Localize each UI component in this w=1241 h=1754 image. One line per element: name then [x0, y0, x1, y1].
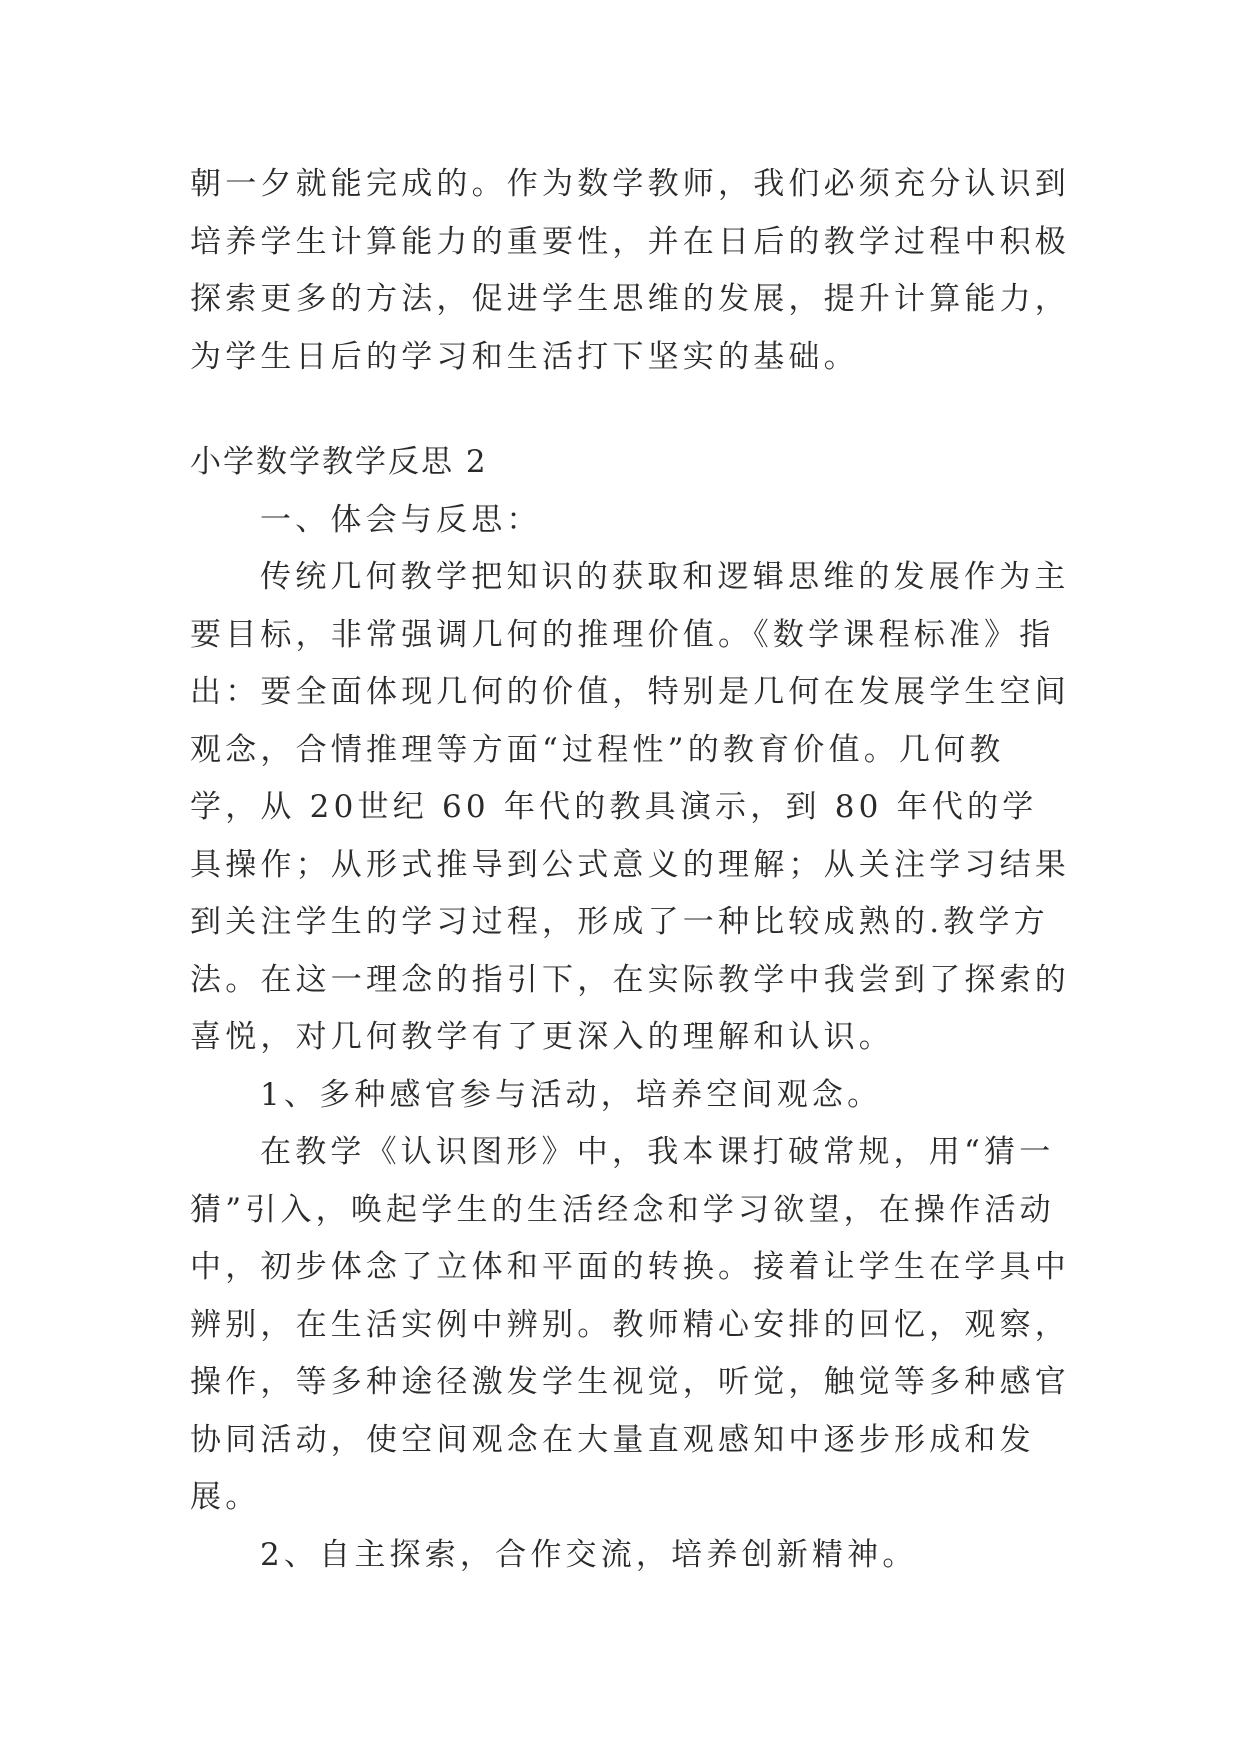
- point-1-heading: 1、多种感官参与活动，培养空间观念。: [260, 1076, 883, 1113]
- part-heading: 一、体会与反思：: [260, 501, 542, 538]
- point-2-heading: 2、自主探索，合作交流，培养创新精神。: [260, 1536, 918, 1573]
- section-title: 小学数学教学反思 2: [190, 444, 488, 480]
- intro-paragraph: 朝一夕就能完成的。作为数学教师，我们必须充分认识到培养学生计算能力的重要性，并在日后的教学过程中积极探索更多的方法，促进学生思维的发展，提升计算能力，为学生日后的学习和生活打下坚实的基础。: [190, 166, 1070, 375]
- body-paragraph-2: 在教学《认识图形》中，我本课打破常规，用“猜一猜”引入，唤起学生的生活经念和学习欲望，在操作活动中，初步体念了立体和平面的转换。接着让学生在学具中辨别，在生活实例中辨别。教师精心安排的回忆，观察，操作，等多种途径激发学生视觉，听觉，触觉等多种感官协同活动，使空间观念在大量直观感知中逐步形成和发展。: [190, 1134, 1070, 1515]
- document-body: [190, 156, 1070, 1584]
- body-paragraph-1: 传统几何教学把知识的获取和逻辑思维的发展作为主要目标，非常强调几何的推理价值。《数学课程标准》指出：要全面体现几何的价值，特别是几何在发展学生空间观念，合情推理等方面“过程性”的教育价值。几何教学，从 20世纪 60 年代的教具演示，到 80 年代的学具操作；从形式推导到公式意义的理解；从关注学习结果到关注学生的学习过程，形成了一种比较成熟的.教学方法。在这一理念的指引下，在实际教学中我尝到了探索的喜悦，对几何教学有了更深入的理解和认识。: [190, 559, 1070, 1055]
